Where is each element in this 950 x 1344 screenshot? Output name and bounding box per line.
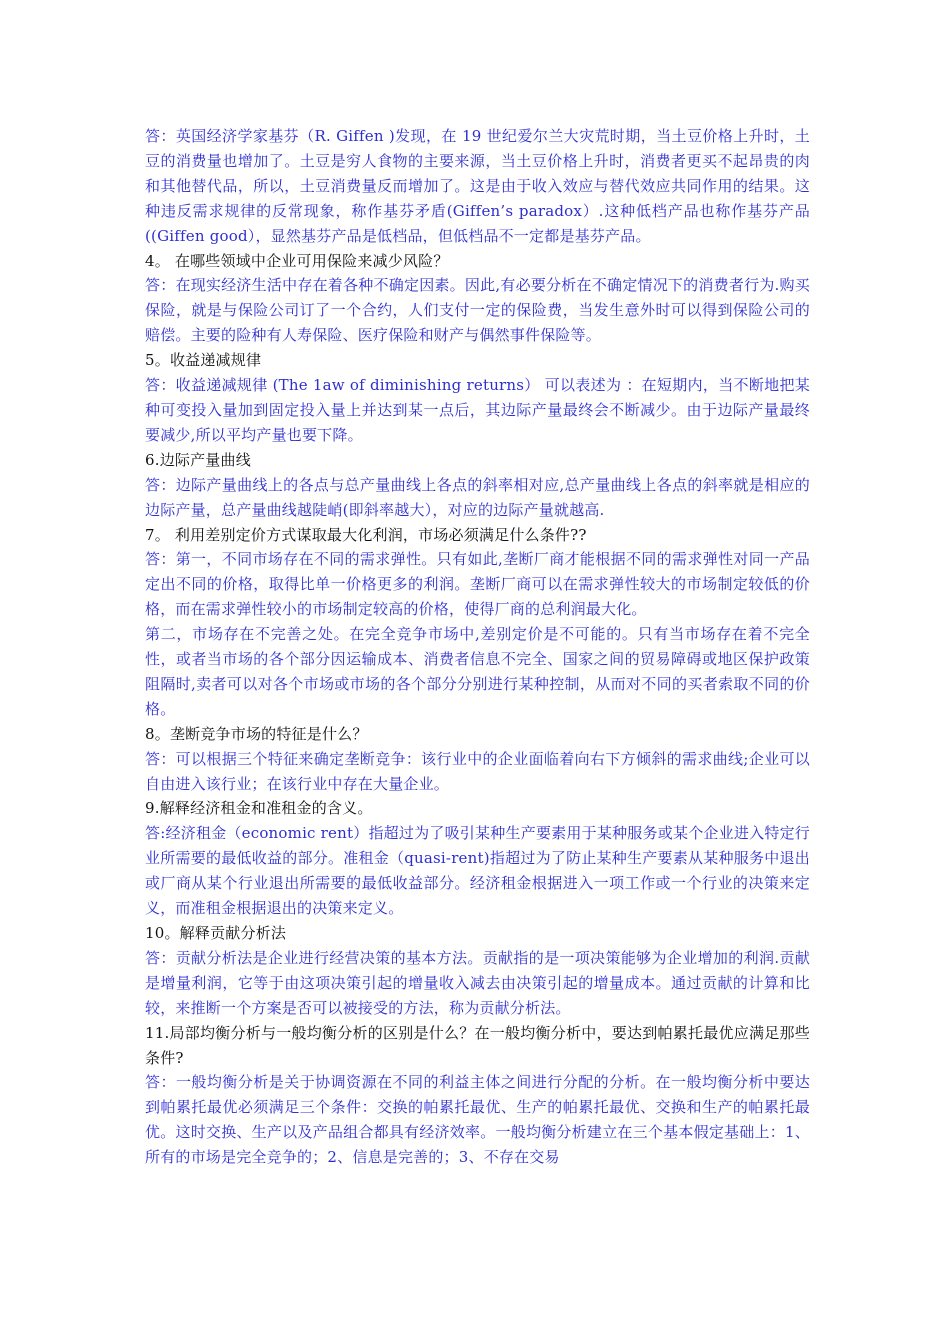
question-paragraph: 4。 在哪些领域中企业可用保险来减少风险？ <box>145 251 449 270</box>
answer-paragraph: 答:经济租金（economic rent）指超过为了吸引某种生产要素用于某种服务或某个企业进入特定行业所需要的最低收益的部分。准租金（quasi-rent)指超过为了防止某种生产要素从某种服务中退出或厂商从某个行业退出所需要的最低收益部分。经济租金根据进入一项工作或一个行业的决策来定义，而准租金根据退出的决策来定义。 <box>145 824 810 918</box>
question-paragraph: 6.边际产量曲线 <box>145 450 251 469</box>
answer-paragraph: 答：可以根据三个特征来确定垄断竞争：该行业中的企业面临着向右下方倾斜的需求曲线;企业可以自由进入该行业；在该行业中存在大量企业。 <box>145 749 810 793</box>
answer-paragraph: 答：第一，不同市场存在不同的需求弹性。只有如此,垄断厂商才能根据不同的需求弹性对同一产品定出不同的价格，取得比单一价格更多的利润。垄断厂商可以在需求弹性较大的市场制定较低的价格，而在需求弹性较小的市场制定较高的价格，使得厂商的总利润最大化。 <box>145 550 810 619</box>
answer-paragraph: 答：一般均衡分析是关于协调资源在不同的利益主体之间进行分配的分析。在一般均衡分析中要达到帕累托最优必须满足三个条件：交换的帕累托最优、生产的帕累托最优、交换和生产的帕累托最优。这时交换、生产以及产品组合都具有经济效率。一般均衡分析建立在三个基本假定基础上：1、所有的市场是完全竞争的；2、信息是完善的；3、不存在交易 <box>145 1073 810 1167</box>
answer-paragraph: 第二，市场存在不完善之处。在完全竞争市场中,差别定价是不可能的。只有当市场存在着不完全性，或者当市场的各个部分因运输成本、消费者信息不完全、国家之间的贸易障碍或地区保护政策阻隔时,卖者可以对各个市场或市场的各个部分分别进行某种控制，从而对不同的买者索取不同的价格。 <box>145 625 810 718</box>
question-paragraph: 7。 利用差别定价方式谋取最大化利润，市场必须满足什么条件?? <box>145 525 587 544</box>
document-page <box>145 124 810 1170</box>
question-paragraph: 9.解释经济租金和准租金的含义。 <box>145 799 373 818</box>
answer-paragraph: 答：在现实经济生活中存在着各种不确定因素。因此,有必要分析在不确定情况下的消费者行为.购买保险，就是与保险公司订了一个合约，人们支付一定的保险费，当发生意外时可以得到保险公司的赔偿。主要的险种有人寿保险、医疗保险和财产与偶然事件保险等。 <box>145 276 810 345</box>
question-paragraph: 8。垄断竞争市场的特征是什么？ <box>145 724 368 743</box>
answer-paragraph: 答：边际产量曲线上的各点与总产量曲线上各点的斜率相对应,总产量曲线上各点的斜率就是相应的边际产量，总产量曲线越陡峭(即斜率越大），对应的边际产量就越高. <box>145 475 810 519</box>
answer-paragraph: 答：收益递减规律 (The 1aw of diminishing returns） 可以表述为 ：在短期内，当不断地把某种可变投入量加到固定投入量上并达到某一点后，其边际产量最终会不断减少。由于边际产量最终要减少,所以平均产量也要下降。 <box>145 376 810 444</box>
question-paragraph: 5。收益递减规律 <box>145 351 262 370</box>
question-paragraph: 11.局部均衡分析与一般均衡分析的区别是什么？在一般均衡分析中，要达到帕累托最优应满足那些条件? <box>145 1023 810 1067</box>
question-paragraph: 10。解释贡献分析法 <box>145 924 287 942</box>
answer-paragraph: 答：贡献分析法是企业进行经营决策的基本方法。贡献指的是一项决策能够为企业增加的利润.贡献是增量利润，它等于由这项决策引起的增量收入减去由决策引起的增量成本。通过贡献的计算和比较，来推断一个方案是否可以被接受的方法，称为贡献分析法。 <box>145 948 810 1017</box>
answer-paragraph: 答：英国经济学家基芬（R. Giffen )发现，在 19 世纪爱尔兰大灾荒时期，当土豆价格上升时，土豆的消费量也增加了。土豆是穷人食物的主要来源，当土豆价格上升时，消费者更买不起昂贵的肉和其他替代品，所以，土豆消费量反而增加了。这是由于收入效应与替代效应共同作用的结果。这种违反需求规律的反常现象，称作基芬矛盾(Giffen’s paradox）.这种低档产品也称作基芬产品((Giffen good），显然基芬产品是低档品，但低档品不一定都是基芬产品。 <box>145 127 810 245</box>
